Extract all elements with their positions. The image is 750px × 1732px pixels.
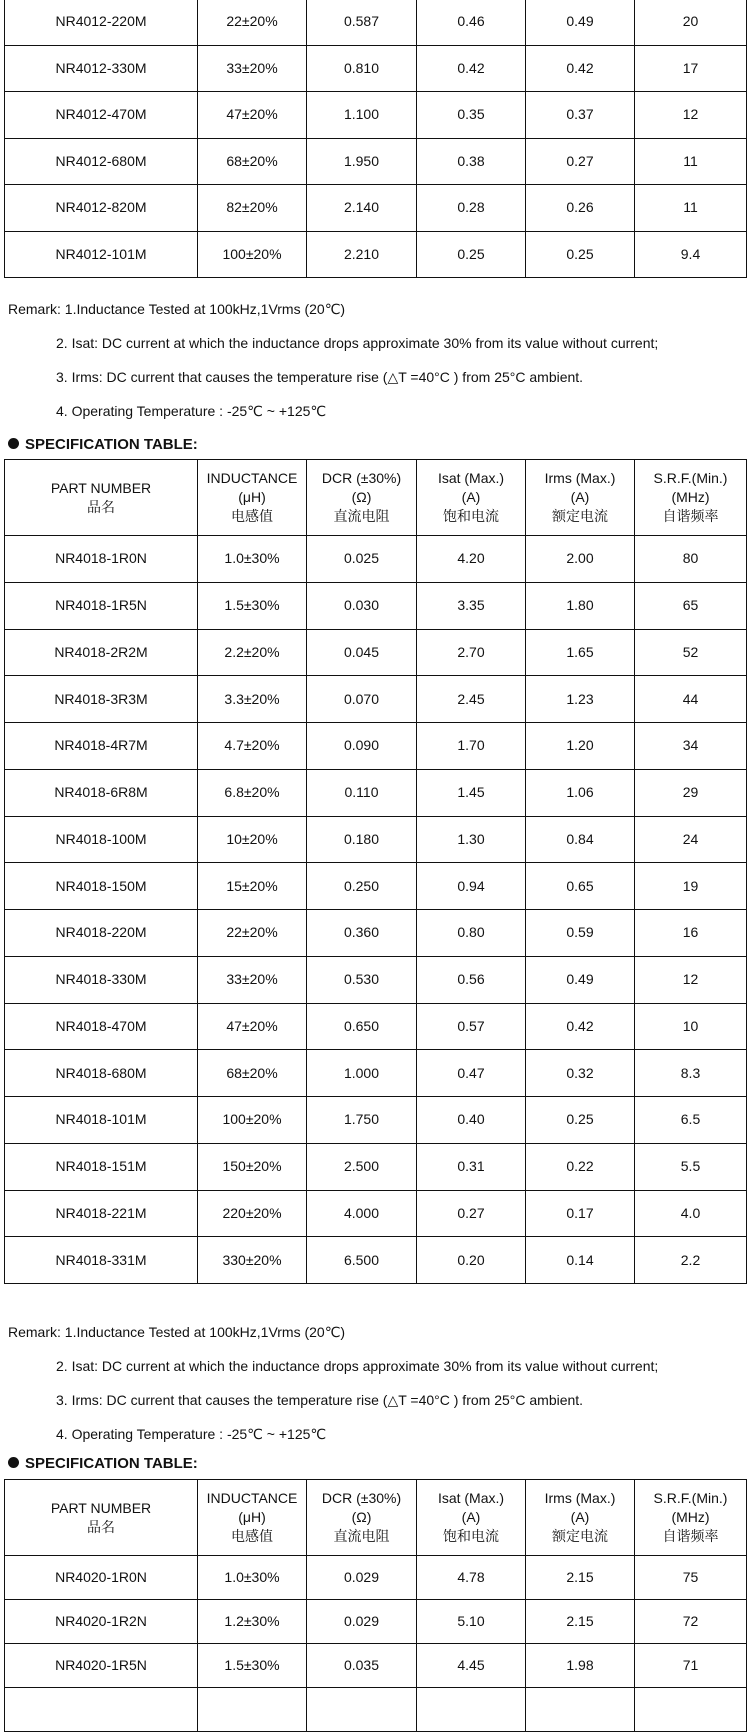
table-cell: 15±20% [198, 863, 307, 910]
table-cell: 2.15 [526, 1600, 635, 1644]
column-header-line: S.R.F.(Min.) [653, 1490, 728, 1506]
remark-line-1: Remark: 1.Inductance Tested at 100kHz,1Vrms (20℃) [8, 301, 346, 317]
column-header-line: 品名 [87, 1518, 115, 1535]
table-cell: 1.950 [307, 138, 417, 185]
remark-line-3: 3. Irms: DC current that causes the temperature rise (△T =40°C ) from 25°C ambient. [56, 1392, 584, 1408]
table-cell: 330±20% [198, 1237, 307, 1284]
column-header-line: (μH) [238, 1509, 266, 1525]
table-cell: 5.10 [417, 1600, 526, 1644]
section-heading [8, 436, 198, 453]
table-cell: 1.70 [417, 723, 526, 770]
column-header-line: 饱和电流 [443, 1528, 499, 1544]
column-header-line: 额定电流 [552, 1528, 608, 1544]
table-cell: NR4018-4R7M [5, 723, 198, 770]
column-header-line: INDUCTANCE [206, 1490, 298, 1506]
table-cell [5, 1688, 198, 1732]
table-row [5, 582, 747, 629]
table-cell: NR4018-100M [5, 816, 198, 863]
table-cell: 3.35 [417, 582, 526, 629]
table-cell: NR4018-680M [5, 1050, 198, 1097]
table-cell: 0.25 [526, 231, 635, 278]
column-header-line: Irms (Max.) [544, 1490, 616, 1506]
table-cell: 2.45 [417, 676, 526, 723]
table-cell: 12 [635, 956, 747, 1003]
column-header-line: Isat (Max.) [437, 470, 505, 486]
column-header-line: 自谐频率 [662, 508, 719, 524]
table-row [5, 185, 747, 232]
column-header-line: S.R.F.(Min.) [653, 470, 728, 486]
table-cell: 71 [635, 1644, 747, 1688]
table-cell: 11 [635, 138, 747, 185]
table-cell: 2.210 [307, 231, 417, 278]
column-header-line: (A) [461, 1509, 481, 1525]
table-cell: NR4018-331M [5, 1237, 198, 1284]
table-cell: 2.00 [526, 536, 635, 583]
table-row [5, 1190, 747, 1237]
column-header-line: INDUCTANCE [206, 470, 298, 486]
column-header-line: 饱和电流 [443, 508, 499, 524]
column-header-line: (A) [570, 1509, 590, 1525]
table-cell: 47±20% [198, 92, 307, 139]
table-cell: 0.56 [417, 956, 526, 1003]
remark-line-2: 2. Isat: DC current at which the inductance drops approximate 30% from its value without current; [56, 1358, 659, 1374]
table-cell: 52 [635, 629, 747, 676]
table-cell: NR4018-330M [5, 956, 198, 1003]
table-cell: NR4018-1R0N [5, 536, 198, 583]
table-header [5, 460, 747, 536]
table-cell: 1.30 [417, 816, 526, 863]
column-header-line: 自谐频率 [662, 1528, 719, 1544]
table-cell: 68±20% [198, 138, 307, 185]
table-header [5, 1480, 747, 1556]
table-cell: 0.035 [307, 1644, 417, 1688]
table-cell: 0.360 [307, 910, 417, 957]
table-cell: NR4018-470M [5, 1003, 198, 1050]
column-header-line: (Ω) [351, 1509, 372, 1525]
column-header-line: 额定电流 [552, 508, 608, 524]
column-header-line: Isat (Max.) [437, 1490, 505, 1506]
column-header-line: 电感值 [231, 508, 273, 524]
table-cell: 4.000 [307, 1190, 417, 1237]
table-cell: 1.06 [526, 769, 635, 816]
table-cell: 17 [635, 45, 747, 92]
bullet-icon [8, 438, 19, 449]
table-cell [417, 1688, 526, 1732]
table-cell: NR4018-101M [5, 1097, 198, 1144]
table-cell: 2.2 [635, 1237, 747, 1284]
table-cell: 22±20% [198, 0, 307, 45]
table-cell: 0.029 [307, 1600, 417, 1644]
table-cell: 82±20% [198, 185, 307, 232]
table-cell: 0.42 [526, 45, 635, 92]
table-cell: NR4018-150M [5, 863, 198, 910]
spec-table-nr4012 [4, 0, 747, 278]
table-cell: 0.25 [417, 231, 526, 278]
table-cell: 72 [635, 1600, 747, 1644]
table-cell: 4.78 [417, 1556, 526, 1600]
column-header-line: (A) [461, 489, 481, 505]
table-body [5, 0, 747, 278]
table-cell: 22±20% [198, 910, 307, 957]
table-cell: 220±20% [198, 1190, 307, 1237]
table-cell: 0.25 [526, 1097, 635, 1144]
table-row [5, 1644, 747, 1688]
table-cell: NR4018-3R3M [5, 676, 198, 723]
table-cell: NR4018-6R8M [5, 769, 198, 816]
header-row [5, 1480, 747, 1556]
table-cell: 0.49 [526, 0, 635, 45]
table-cell: 0.28 [417, 185, 526, 232]
table-cell: 1.750 [307, 1097, 417, 1144]
table-row [5, 769, 747, 816]
table-cell: 0.49 [526, 956, 635, 1003]
table-cell: NR4018-2R2M [5, 629, 198, 676]
table-row [5, 910, 747, 957]
table-cell: 100±20% [198, 231, 307, 278]
table-row [5, 1688, 747, 1732]
table-cell: 1.65 [526, 629, 635, 676]
table-cell: 6.8±20% [198, 769, 307, 816]
column-header-line: (MHz) [671, 1509, 710, 1525]
table-cell: 0.045 [307, 629, 417, 676]
table-cell: 0.20 [417, 1237, 526, 1284]
table-cell: 1.23 [526, 676, 635, 723]
table-cell: NR4020-1R2N [5, 1600, 198, 1644]
table-row [5, 1600, 747, 1644]
table-cell: 0.84 [526, 816, 635, 863]
table-row [5, 231, 747, 278]
remark-line-1: Remark: 1.Inductance Tested at 100kHz,1Vrms (20℃) [8, 1324, 346, 1340]
column-header-line: 直流电阻 [333, 508, 390, 524]
table-cell: 1.2±30% [198, 1600, 307, 1644]
table-cell: 1.5±30% [198, 582, 307, 629]
column-header-line: (MHz) [671, 489, 710, 505]
table-row [5, 536, 747, 583]
table-row [5, 1050, 747, 1097]
column-header [198, 1480, 307, 1556]
table-cell: 0.530 [307, 956, 417, 1003]
table-cell: 0.35 [417, 92, 526, 139]
table-cell: 80 [635, 536, 747, 583]
table-cell: 16 [635, 910, 747, 957]
table-cell: 8.3 [635, 1050, 747, 1097]
table-cell: 2.140 [307, 185, 417, 232]
table-cell: 47±20% [198, 1003, 307, 1050]
column-header [526, 460, 635, 536]
column-header-line: (A) [570, 489, 590, 505]
table-cell: NR4018-220M [5, 910, 198, 957]
table-row [5, 1003, 747, 1050]
table-cell: 4.0 [635, 1190, 747, 1237]
table-cell: 6.5 [635, 1097, 747, 1144]
table-cell: NR4012-820M [5, 185, 198, 232]
column-header [198, 460, 307, 536]
table-cell: 4.7±20% [198, 723, 307, 770]
column-header [526, 1480, 635, 1556]
table-cell: 1.5±30% [198, 1644, 307, 1688]
table-cell: 0.47 [417, 1050, 526, 1097]
table-cell: 4.20 [417, 536, 526, 583]
column-header-line: 品名 [87, 498, 115, 515]
table-cell: 0.80 [417, 910, 526, 957]
table-cell: 6.500 [307, 1237, 417, 1284]
table-cell: 0.029 [307, 1556, 417, 1600]
table-cell: 1.20 [526, 723, 635, 770]
table-cell: NR4020-1R5N [5, 1644, 198, 1688]
table-cell: 1.100 [307, 92, 417, 139]
column-header [417, 460, 526, 536]
table-cell: 1.80 [526, 582, 635, 629]
table-cell [307, 1688, 417, 1732]
table-cell: 0.025 [307, 536, 417, 583]
table-cell: NR4018-1R5N [5, 582, 198, 629]
table-cell: NR4018-221M [5, 1190, 198, 1237]
table-row [5, 1097, 747, 1144]
column-header-line: PART NUMBER [50, 1499, 152, 1516]
table-cell: 44 [635, 676, 747, 723]
table-cell: 1.45 [417, 769, 526, 816]
table-cell: NR4012-101M [5, 231, 198, 278]
column-header [307, 460, 417, 536]
column-header-line: 直流电阻 [333, 1528, 390, 1544]
column-header-line: Irms (Max.) [544, 470, 616, 486]
remark-line-2: 2. Isat: DC current at which the inductance drops approximate 30% from its value without current; [56, 335, 659, 351]
table-cell: 4.45 [417, 1644, 526, 1688]
table-cell: 150±20% [198, 1143, 307, 1190]
table-cell: 0.94 [417, 863, 526, 910]
table-cell: 0.587 [307, 0, 417, 45]
table-cell: 33±20% [198, 45, 307, 92]
table-cell: 29 [635, 769, 747, 816]
table-cell: 68±20% [198, 1050, 307, 1097]
table-cell: 0.650 [307, 1003, 417, 1050]
table-row [5, 676, 747, 723]
table-cell: 0.42 [526, 1003, 635, 1050]
table-cell: 9.4 [635, 231, 747, 278]
table-row [5, 138, 747, 185]
header-row [5, 460, 747, 536]
column-header-line: (Ω) [351, 489, 372, 505]
table-cell: 1.0±30% [198, 1556, 307, 1600]
table-cell: 2.15 [526, 1556, 635, 1600]
remark-line-4: 4. Operating Temperature : -25℃ ~ +125℃ [56, 1426, 327, 1442]
table-cell: 0.37 [526, 92, 635, 139]
table-cell [526, 1688, 635, 1732]
column-header [635, 1480, 747, 1556]
table-cell: 0.42 [417, 45, 526, 92]
table-row [5, 92, 747, 139]
table-cell: 2.70 [417, 629, 526, 676]
table-cell: 1.98 [526, 1644, 635, 1688]
table-cell: 75 [635, 1556, 747, 1600]
table-cell [198, 1688, 307, 1732]
table-cell: 0.38 [417, 138, 526, 185]
table-body [5, 1556, 747, 1732]
table-cell: 0.26 [526, 185, 635, 232]
table-row [5, 1143, 747, 1190]
column-header [5, 460, 198, 536]
table-cell: 0.090 [307, 723, 417, 770]
table-row [5, 1237, 747, 1284]
table-cell: 20 [635, 0, 747, 45]
table-cell: NR4012-330M [5, 45, 198, 92]
column-header-line: DCR (±30%) [321, 1490, 402, 1506]
table-row [5, 956, 747, 1003]
table-cell: 12 [635, 92, 747, 139]
table-cell: 0.070 [307, 676, 417, 723]
table-body [5, 536, 747, 1284]
table-cell: NR4020-1R0N [5, 1556, 198, 1600]
table-cell: 0.250 [307, 863, 417, 910]
section-heading-text: SPECIFICATION TABLE: [25, 1455, 198, 1472]
column-header [635, 460, 747, 536]
remark-line-3: 3. Irms: DC current that causes the temperature rise (△T =40°C ) from 25°C ambient. [56, 369, 584, 385]
table-cell: 0.180 [307, 816, 417, 863]
table-cell: 0.31 [417, 1143, 526, 1190]
column-header-line: 电感值 [231, 1528, 273, 1544]
table-cell: 0.40 [417, 1097, 526, 1144]
column-header-line: (μH) [238, 489, 266, 505]
table-cell: 0.14 [526, 1237, 635, 1284]
table-cell [635, 1688, 747, 1732]
table-cell: 0.32 [526, 1050, 635, 1097]
table-cell: 34 [635, 723, 747, 770]
table-cell: 11 [635, 185, 747, 232]
table-cell: 24 [635, 816, 747, 863]
table-row [5, 0, 747, 45]
table-cell: NR4012-220M [5, 0, 198, 45]
table-cell: 0.27 [417, 1190, 526, 1237]
column-header [5, 1480, 198, 1556]
table-cell: 19 [635, 863, 747, 910]
table-cell: 2.500 [307, 1143, 417, 1190]
column-header-line: DCR (±30%) [321, 470, 402, 486]
table-row [5, 816, 747, 863]
table-cell: 0.59 [526, 910, 635, 957]
column-header-line: PART NUMBER [50, 479, 152, 496]
table-cell: 0.46 [417, 0, 526, 45]
column-header [307, 1480, 417, 1556]
remark-line-4: 4. Operating Temperature : -25℃ ~ +125℃ [56, 403, 327, 419]
table-cell: NR4012-470M [5, 92, 198, 139]
table-cell: 0.57 [417, 1003, 526, 1050]
table-row [5, 629, 747, 676]
spec-table-nr4018 [4, 459, 747, 1284]
table-cell: 65 [635, 582, 747, 629]
table-cell: 0.27 [526, 138, 635, 185]
table-cell: NR4012-680M [5, 138, 198, 185]
table-cell: 3.3±20% [198, 676, 307, 723]
table-cell: 1.000 [307, 1050, 417, 1097]
table-cell: 0.17 [526, 1190, 635, 1237]
table-row [5, 1556, 747, 1600]
table-row [5, 45, 747, 92]
table-cell: 10±20% [198, 816, 307, 863]
table-cell: 0.810 [307, 45, 417, 92]
bullet-icon [8, 1457, 19, 1468]
table-cell: 10 [635, 1003, 747, 1050]
table-row [5, 723, 747, 770]
table-cell: NR4018-151M [5, 1143, 198, 1190]
section-heading [8, 1455, 198, 1472]
table-cell: 0.65 [526, 863, 635, 910]
table-cell: 1.0±30% [198, 536, 307, 583]
table-cell: 0.110 [307, 769, 417, 816]
spec-table-nr4020 [4, 1479, 747, 1732]
table-cell: 0.22 [526, 1143, 635, 1190]
section-heading-text: SPECIFICATION TABLE: [25, 436, 198, 453]
table-cell: 0.030 [307, 582, 417, 629]
table-row [5, 863, 747, 910]
table-cell: 2.2±20% [198, 629, 307, 676]
table-cell: 5.5 [635, 1143, 747, 1190]
column-header [417, 1480, 526, 1556]
table-cell: 100±20% [198, 1097, 307, 1144]
table-cell: 33±20% [198, 956, 307, 1003]
